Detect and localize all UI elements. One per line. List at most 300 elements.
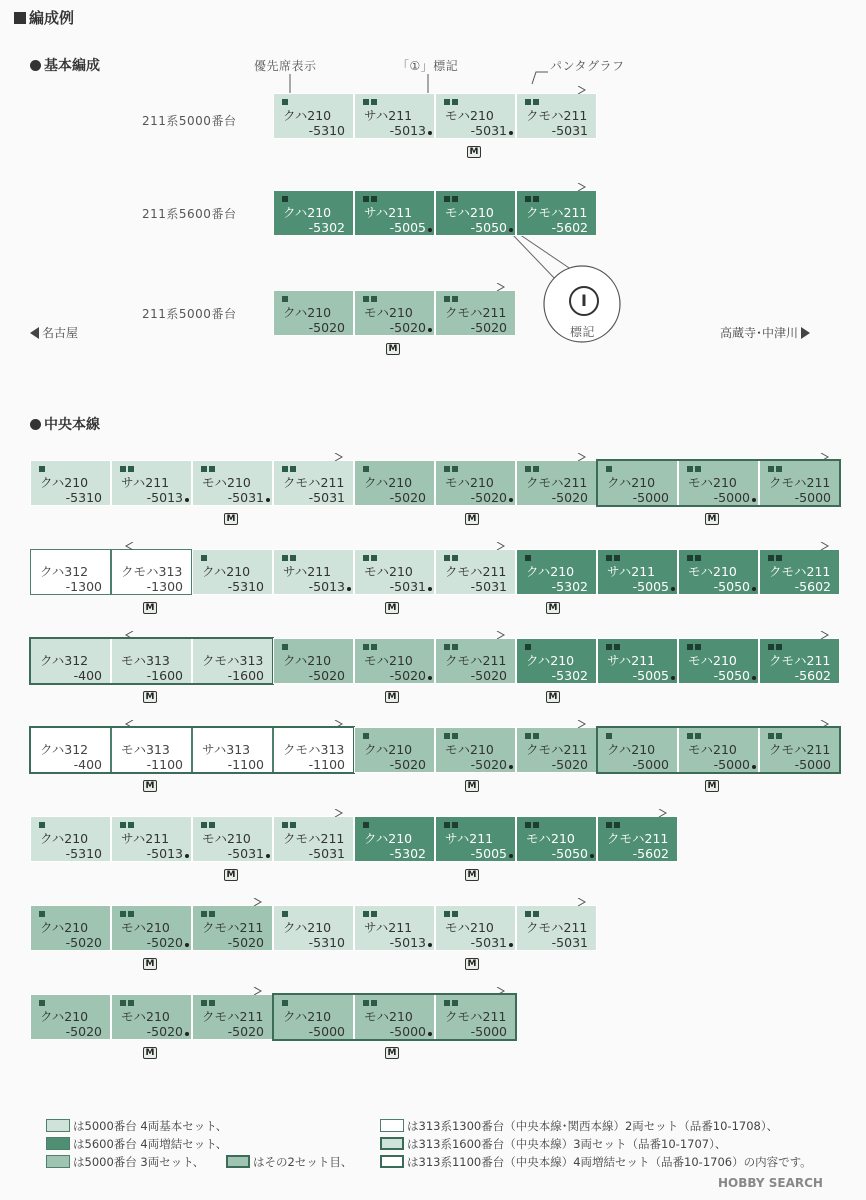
train-car [435,290,516,336]
car-type: サハ211 [364,205,413,220]
priority-seat-icon [363,555,377,561]
train-car [192,638,273,684]
priority-seat-icon [282,466,296,472]
car-type: クモハ211 [526,205,588,220]
car-number: -5000 [632,490,669,505]
mark-dot-icon [509,498,513,502]
priority-seat-icon [606,644,620,650]
train-car [435,638,516,684]
car-number: -5000 [632,757,669,772]
priority-seat-icon [525,644,531,650]
car-number: -5031 [470,579,507,594]
train-car [516,460,597,506]
priority-seat-icon [363,822,369,828]
car-type: モハ210 [364,1009,413,1024]
priority-seat-icon [39,1000,45,1006]
train-car [273,460,354,506]
priority-seat-icon [282,99,288,105]
pantograph-icon [253,898,263,906]
car-number: -5310 [308,935,345,950]
pantograph-icon [496,631,506,639]
car-number: -1600 [227,668,264,683]
motor-car-icon: M [224,513,238,525]
priority-seat-icon [687,644,701,650]
car-number: -5020 [308,668,345,683]
train-car [597,727,678,773]
motor-car-icon: M [143,958,157,970]
priority-seat-icon [201,911,215,917]
mark-dot-icon [428,943,432,947]
pantograph-icon [577,898,587,906]
pantograph-icon [334,453,344,461]
priority-seat-icon [525,822,539,828]
train-car [30,816,111,862]
train-car [273,638,354,684]
car-type: サハ211 [445,831,494,846]
priority-seat-icon [444,644,458,650]
pantograph-icon [820,720,830,728]
mark-dot-icon [509,854,513,858]
mark-dot-icon [428,328,432,332]
car-number: -5020 [389,668,426,683]
car-type: クハ210 [607,742,656,757]
car-number: -1100 [146,757,183,772]
car-type: クハ210 [40,920,89,935]
car-type: モハ210 [121,920,170,935]
motor-car-icon: M [465,513,479,525]
train-car [435,93,516,139]
mark-label: 標記 [570,325,596,339]
car-type: クモハ211 [607,831,669,846]
car-number: -5020 [470,668,507,683]
pantograph-icon [124,720,134,728]
motor-car-icon: M [465,958,479,970]
train-car [597,638,678,684]
car-number: -5031 [389,579,426,594]
train-car [354,816,435,862]
priority-seat-icon [363,644,377,650]
car-number: -5031 [227,490,264,505]
motor-car-icon: M [467,146,481,158]
mark-annotation: 「①」標記 [397,59,459,73]
train-car [111,816,192,862]
car-type: モハ210 [364,305,413,320]
priority-seat-icon [39,466,45,472]
car-type: クモハ313 [283,742,345,757]
car-number: -5310 [65,846,102,861]
motor-car-icon: M [546,691,560,703]
car-number: -5000 [713,757,750,772]
car-type: クモハ211 [445,653,507,668]
car-type: クハ312 [40,653,89,668]
train-car [354,638,435,684]
motor-car-icon: M [705,513,719,525]
motor-car-icon: M [385,602,399,614]
car-type: モハ210 [445,742,494,757]
train-car [354,460,435,506]
car-number: -5302 [551,579,588,594]
train-car [435,727,516,773]
priority-seat-icon [444,911,458,917]
car-number: -5000 [794,757,831,772]
car-number: -5050 [713,579,750,594]
car-type: サハ211 [364,108,413,123]
pantograph-icon [577,453,587,461]
car-type: クハ210 [283,653,332,668]
priority-seat-icon [120,1000,134,1006]
train-car [273,93,354,139]
destination-left: 名古屋 [30,324,78,341]
train-car [192,460,273,506]
arrow-right-icon [801,327,810,339]
train-car [192,905,273,951]
train-car [678,549,759,595]
train-car [516,905,597,951]
train-car [273,816,354,862]
motor-car-icon: M [143,1047,157,1059]
mark-dot-icon [671,676,675,680]
car-number: -5031 [308,490,345,505]
train-car [192,549,273,595]
car-type: クモハ313 [202,653,264,668]
car-type: クモハ211 [769,742,831,757]
car-type: クモハ211 [445,305,507,320]
train-car [759,460,840,506]
train-car [273,994,354,1040]
legend-item: はその2セット目、 [226,1154,352,1170]
destination-right: 高蔵寺･中津川 [720,324,810,341]
car-type: クモハ211 [526,920,588,935]
pantograph-icon [496,542,506,550]
train-car [30,905,111,951]
mark-dot-icon [752,498,756,502]
motor-car-icon: M [385,691,399,703]
train-car [435,190,516,236]
priority-seat-icon [525,466,539,472]
mark-dot-icon [185,943,189,947]
priority-seat-icon [282,822,296,828]
train-car [354,549,435,595]
row-label: 211系5600番台 [142,207,237,221]
mark-dot-icon [752,676,756,680]
priority-seat-icon [363,911,377,917]
car-type: クモハ211 [445,564,507,579]
train-car [273,190,354,236]
priority-seat-icon [525,733,539,739]
car-type: サハ313 [202,742,251,757]
car-type: クモハ313 [121,564,183,579]
priority-seat-icon [525,196,539,202]
priority-seat-icon [768,644,782,650]
train-car [30,549,111,595]
watermark: HOBBY SEARCH [718,1176,823,1190]
car-number: -5020 [146,1024,183,1039]
car-type: モハ210 [526,831,575,846]
legend-item: は313系1100番台（中央本線）4両増結セット（品番10-1706）の内容です。 [380,1154,812,1170]
train-car [435,905,516,951]
train-car [516,549,597,595]
car-type: クハ210 [283,205,332,220]
priority-seat-icon [120,822,134,828]
car-type: クハ210 [40,1009,89,1024]
page-title: 編成例 [14,7,74,28]
priority-seat-icon [687,733,701,739]
priority-seat-icon [282,1000,288,1006]
train-car [354,190,435,236]
priority-seat-icon [606,466,612,472]
car-type: モハ210 [688,742,737,757]
priority-seat-icon [201,555,207,561]
car-type: クハ210 [526,564,575,579]
train-car [354,290,435,336]
car-type: クハ210 [607,475,656,490]
car-number: -5000 [308,1024,345,1039]
priority-seat-icon [525,555,531,561]
legend-swatch [226,1155,250,1168]
priority-seat-icon [120,466,134,472]
car-type: クモハ211 [769,564,831,579]
car-type: モハ210 [688,475,737,490]
car-type: クハ210 [40,831,89,846]
row-label: 211系5000番台 [142,114,237,128]
priority-seat-icon [444,822,458,828]
motor-car-icon: M [143,780,157,792]
train-car [30,994,111,1040]
car-type: クハ210 [40,475,89,490]
car-type: クハ210 [283,920,332,935]
car-number: -5050 [713,668,750,683]
car-number: -5020 [227,935,264,950]
pantograph-icon [334,720,344,728]
legend-swatch [380,1119,404,1132]
car-number: -5302 [551,668,588,683]
train-car [516,93,597,139]
car-type: サハ211 [121,831,170,846]
train-car [678,727,759,773]
car-number: -5020 [470,490,507,505]
train-car [111,460,192,506]
car-number: -5020 [389,320,426,335]
train-car [678,638,759,684]
legend-swatch [380,1137,404,1150]
car-type: クハ312 [40,564,89,579]
car-type: サハ211 [607,564,656,579]
priority-seat-icon [282,296,288,302]
car-number: -5000 [794,490,831,505]
car-type: クハ210 [283,108,332,123]
circle-bullet-icon [30,60,41,71]
priority-seat-icon [444,733,458,739]
priority-seat-icon [39,822,45,828]
car-number: -5020 [65,1024,102,1039]
motor-car-icon: M [705,780,719,792]
train-car [516,816,597,862]
priority-seat-icon [201,466,215,472]
car-type: モハ210 [202,475,251,490]
train-car [516,727,597,773]
priority-seat-icon [687,555,701,561]
car-number: -5031 [470,123,507,138]
car-number: -5602 [794,668,831,683]
priority-seat-icon [282,644,288,650]
motor-car-icon: M [143,691,157,703]
motor-car-icon: M [224,869,238,881]
train-car [30,727,111,773]
pantograph-icon [577,720,587,728]
train-car [111,638,192,684]
car-type: モハ210 [364,564,413,579]
mark-dot-icon [428,131,432,135]
car-number: -5005 [470,846,507,861]
car-type: モハ210 [445,205,494,220]
car-number: -5005 [632,668,669,683]
pantograph-icon [820,631,830,639]
priority-seat-icon [363,466,369,472]
car-number: -5602 [551,220,588,235]
car-type: クハ210 [364,475,413,490]
priority-seat-icon [444,196,458,202]
priority-seat-icon [282,196,288,202]
pantograph-icon [496,283,506,291]
motor-car-icon: M [546,602,560,614]
pantograph-annotation: パンタグラフ [550,59,625,73]
mark-dot-icon [671,587,675,591]
car-number: -5031 [308,846,345,861]
car-type: クハ210 [202,564,251,579]
pantograph-icon [496,987,506,995]
train-car [354,994,435,1040]
car-number: -400 [73,668,102,683]
car-number: -5310 [65,490,102,505]
pantograph-icon [658,809,668,817]
car-type: モハ210 [445,475,494,490]
car-number: -5302 [389,846,426,861]
priority-seat-icon [768,555,782,561]
priority-seat-icon [444,466,458,472]
priority-seat-icon [525,99,539,105]
legend-item: は5600番台 4両増結セット、 [46,1136,227,1152]
priority-seat-icon [606,822,620,828]
mark-dot-icon [428,676,432,680]
train-car [435,816,516,862]
car-type: クハ210 [364,831,413,846]
car-number: -5031 [551,935,588,950]
car-type: サハ211 [607,653,656,668]
car-number: -400 [73,757,102,772]
train-car [273,290,354,336]
section-chuo-heading: 中央本線 [30,414,100,434]
train-car [435,549,516,595]
car-number: -5020 [551,490,588,505]
car-number: -5013 [146,846,183,861]
car-type: モハ210 [121,1009,170,1024]
mark-dot-icon [428,587,432,591]
train-car [111,727,192,773]
mark-one-icon: Ⅰ [569,286,599,316]
train-car [273,727,354,773]
train-car [273,905,354,951]
square-bullet-icon [14,12,26,24]
train-car [678,460,759,506]
priority-seat-icon [363,296,377,302]
car-type: クモハ211 [283,475,345,490]
car-number: -5000 [713,490,750,505]
pantograph-icon [820,542,830,550]
priority-seat-icon [444,99,458,105]
train-car [516,190,597,236]
car-number: -1600 [146,668,183,683]
train-car [759,638,840,684]
legend-swatch [46,1137,70,1150]
train-car [30,460,111,506]
car-number: -5310 [308,123,345,138]
priority-seat-icon [201,822,215,828]
train-car [435,994,516,1040]
car-type: クモハ211 [283,831,345,846]
motor-car-icon: M [465,780,479,792]
mark-dot-icon [185,498,189,502]
motor-car-icon: M [143,602,157,614]
train-car [111,549,192,595]
car-number: -5013 [308,579,345,594]
legend-item: は313系1600番台（中央本線）3両セット（品番10-1707）、 [380,1136,726,1152]
car-number: -5602 [794,579,831,594]
section-basic-heading: 基本編成 [30,55,100,75]
car-number: -5020 [308,320,345,335]
mark-dot-icon [266,498,270,502]
car-number: -5013 [146,490,183,505]
priority-seat-icon [768,466,782,472]
priority-seat-icon [363,733,369,739]
mark-dot-icon [347,587,351,591]
car-number: -5310 [227,579,264,594]
car-number: -5302 [308,220,345,235]
mark-dot-icon [266,854,270,858]
priority-seat-icon [120,911,134,917]
car-number: -5020 [227,1024,264,1039]
train-car [111,905,192,951]
car-number: -5013 [389,123,426,138]
legend-item: は5000番台 3両セット、 [46,1154,204,1170]
train-car [354,905,435,951]
car-type: クハ210 [283,305,332,320]
car-number: -5005 [632,579,669,594]
priority-seat-icon [282,911,288,917]
priority-seat-icon [444,1000,458,1006]
car-number: -5005 [389,220,426,235]
train-car [759,549,840,595]
car-type: クハ210 [364,742,413,757]
car-type: クハ312 [40,742,89,757]
car-number: -5013 [389,935,426,950]
mark-dot-icon [428,228,432,232]
car-type: クハ210 [283,1009,332,1024]
car-number: -5602 [632,846,669,861]
priority-seat-icon [768,733,782,739]
pantograph-icon [820,453,830,461]
priority-seat-icon [687,466,701,472]
car-number: -5031 [551,123,588,138]
mark-dot-icon [509,943,513,947]
train-car [30,638,111,684]
mark-dot-icon [509,228,513,232]
mark-dot-icon [428,1032,432,1036]
motor-car-icon: M [385,1047,399,1059]
motor-car-icon: M [465,869,479,881]
car-type: クハ210 [526,653,575,668]
legend-item: は313系1300番台（中央本線･関西本線）2両セット（品番10-1708）、 [380,1118,778,1134]
car-type: クモハ211 [526,742,588,757]
